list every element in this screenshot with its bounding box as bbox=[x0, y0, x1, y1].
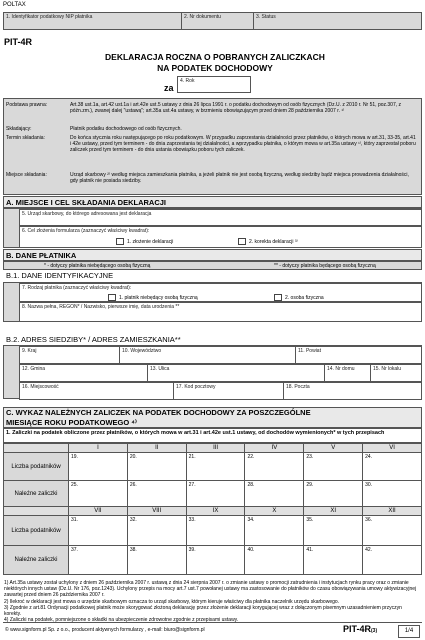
amount-field[interactable] bbox=[69, 546, 128, 574]
amount-field[interactable] bbox=[304, 481, 363, 506]
payer-name-field[interactable] bbox=[19, 302, 422, 322]
field-number: 33. bbox=[188, 517, 196, 523]
months-header-2-cells bbox=[69, 507, 421, 515]
month-header: I bbox=[69, 444, 128, 452]
termin-text: Do końca stycznia roku następującego po roku podatkowym. W przypadku zaprzestania działalności przez płatników, o których mowa w art.31, 33-35, art.41 i 42e ustawy, przed tym terminem - do dnia zaprzestania tej działalności, a wprzypadku płatnika, o którym mowa w art.35a ustawy ¹⁾, który zaprzestał poboru zaliczek przed tym terminem - do dnia ustania obowiązku poboru tych zaliczek. bbox=[70, 135, 416, 153]
section-c-title bbox=[3, 407, 422, 428]
payer-name-label: 8. Nazwa pełna, REGON* / Nazwisko, pierwsze imię, data urodzenia ** bbox=[22, 304, 180, 310]
footnote-2: 2) Ilekroć w deklaracji jest mowa o urzędzie skarbowym oznacza to urząd skarbowy, którym kieruje właściwy dla płatnika naczelnik urzędu skarbowego. bbox=[4, 598, 340, 605]
country-label: 9. Kraj bbox=[22, 348, 37, 354]
field-number: 37. bbox=[71, 547, 78, 553]
row-label-advances: Należne zaliczki bbox=[4, 481, 69, 506]
amount-field[interactable] bbox=[69, 516, 128, 545]
nip-label: 1. Identyfikator podatkowy NIP płatnika bbox=[6, 14, 93, 20]
field-number: 39. bbox=[188, 547, 196, 553]
field-number: 23. bbox=[306, 454, 314, 460]
commune-field[interactable] bbox=[20, 365, 148, 381]
apartment-number-label: 15. Nr lokalu bbox=[373, 366, 402, 372]
post-office-label: 18. Poczta bbox=[286, 384, 310, 390]
voivodeship-label: 10. Województwo bbox=[122, 348, 162, 354]
month-header: III bbox=[187, 444, 246, 452]
header-spacer bbox=[4, 507, 69, 515]
purpose-option-1-label: 1. złożenie deklaracji bbox=[127, 238, 174, 245]
house-number-label: 14. Nr domu bbox=[327, 366, 355, 372]
page-number: 1/4 bbox=[398, 625, 420, 638]
field-number: 22. bbox=[247, 454, 255, 460]
footer-code-variant: (3) bbox=[371, 628, 378, 634]
checkbox-icon[interactable] bbox=[274, 294, 282, 301]
street-field[interactable] bbox=[148, 365, 325, 381]
month-header: VII bbox=[69, 507, 128, 515]
field-number: 30. bbox=[365, 482, 373, 488]
footnote-1: 1) Art.35a ustawy został uchylony z dniem 26 października 2007 r. ustawą z dnia 24 sierpnia 2007 r. o zmianie ustawy o promocji zatrudnienia i instytucjach rynku pracy oraz o zmianie niektórych innych ustaw (Dz.U. Nr 176, poz.1243). Uchylony przepis na mocy art.7 ust.7 powołanej ustawy ma zastosowanie do płatników do czasu obowiązywania umowy aktywizacyjnej zawartej przed dniem 26 października 2007 r. bbox=[4, 580, 417, 599]
info-block bbox=[3, 98, 422, 195]
header-fields bbox=[3, 12, 422, 30]
title-line1: DEKLARACJA ROCZNA O POBRANYCH ZALICZKACH bbox=[105, 52, 325, 62]
year-label: 4. Rok bbox=[180, 78, 195, 84]
payer-type-option-2-label: 2. osoba fizyczna bbox=[285, 294, 324, 301]
year-field[interactable] bbox=[177, 76, 251, 93]
field-number: 40. bbox=[247, 547, 255, 553]
amount-field[interactable] bbox=[128, 453, 187, 480]
payer-type-option-1[interactable] bbox=[108, 294, 198, 301]
footnote-3: 3) Zgodnie z art.81 Ordynacji podatkowej płatnik może skorygować złożoną deklarację przez złożenie deklaracji korygującej wraz z dołączonym pisemnym uzasadnieniem przyczyn korekty. bbox=[4, 604, 402, 618]
months-header-2 bbox=[4, 507, 421, 516]
amount-field[interactable] bbox=[245, 481, 304, 506]
field-number: 21. bbox=[188, 454, 196, 460]
section-b2-body bbox=[3, 345, 422, 399]
taxpayers-row-2 bbox=[4, 516, 421, 546]
field-number: 35. bbox=[306, 517, 314, 523]
field-number: 34. bbox=[247, 517, 255, 523]
section-a-title: A. MIEJSCE I CEL SKŁADANIA DEKLARACJI bbox=[3, 196, 422, 208]
address-row-3 bbox=[19, 382, 422, 400]
city-field[interactable] bbox=[20, 383, 174, 399]
street-label: 13. Ulica bbox=[150, 366, 170, 372]
amount-field[interactable] bbox=[187, 481, 246, 506]
section-b1-body bbox=[3, 282, 422, 322]
footnotes bbox=[4, 580, 420, 623]
county-label: 11. Powiat bbox=[298, 348, 321, 354]
amount-field[interactable] bbox=[69, 453, 128, 480]
amount-field[interactable] bbox=[187, 453, 246, 480]
advances-row-2 bbox=[4, 546, 421, 574]
section-b2-title: B.2. ADRES SIEDZIBY* / ADRES ZAMIESZKANIA** bbox=[6, 335, 181, 344]
checkbox-icon[interactable] bbox=[108, 294, 116, 301]
month-header: VI bbox=[363, 444, 421, 452]
miejsce-label: Miejsce składania: bbox=[6, 172, 47, 178]
amount-field[interactable] bbox=[304, 453, 363, 480]
purpose-label: 6. Cel złożenia formularza (zaznaczyć właściwy kwadrat): bbox=[22, 228, 150, 234]
amount-field[interactable] bbox=[128, 546, 187, 574]
za-label: za bbox=[164, 83, 174, 93]
house-number-field[interactable] bbox=[325, 365, 371, 381]
status-field[interactable] bbox=[254, 13, 421, 29]
amount-field[interactable] bbox=[363, 546, 421, 574]
amount-field[interactable] bbox=[187, 516, 246, 545]
amount-field[interactable] bbox=[128, 481, 187, 506]
month-header: XI bbox=[304, 507, 363, 515]
amount-field[interactable] bbox=[304, 546, 363, 574]
country-field[interactable] bbox=[20, 347, 120, 363]
advances-row-1-cells bbox=[69, 481, 421, 506]
checkbox-icon[interactable] bbox=[116, 238, 124, 245]
commune-label: 12. Gmina bbox=[22, 366, 46, 372]
row-label-advances: Należne zaliczki bbox=[4, 546, 69, 574]
purpose-option-2[interactable] bbox=[238, 238, 298, 245]
checkbox-icon[interactable] bbox=[238, 238, 246, 245]
month-header: X bbox=[245, 507, 304, 515]
field-number: 28. bbox=[247, 482, 255, 488]
month-header: IX bbox=[187, 507, 246, 515]
section-c-subtitle: 1. Zaliczki na podatek obliczone przez płatników, o których mowa w art.31 i art.42e ust.1 ustawy, od dochodów wymienionych* w tych przepisach bbox=[3, 428, 422, 443]
amount-field[interactable] bbox=[304, 516, 363, 545]
header-spacer bbox=[4, 444, 69, 452]
section-c-title-line1: C. WYKAZ NALEŻNYCH ZALICZEK NA PODATEK DOCHODOWY ZA POSZCZEGÓLNE bbox=[6, 408, 311, 417]
title-line2: NA PODATEK DOCHODOWY bbox=[157, 63, 273, 73]
apartment-number-field[interactable] bbox=[371, 365, 421, 381]
amount-field[interactable] bbox=[245, 546, 304, 574]
podstawa-label: Podstawa prawna: bbox=[6, 102, 48, 108]
field-number: 25. bbox=[71, 482, 78, 488]
month-header: II bbox=[128, 444, 187, 452]
form-code: PIT-4R bbox=[4, 37, 33, 47]
month-header: IV bbox=[245, 444, 304, 452]
field-number: 29. bbox=[306, 482, 314, 488]
nip-field[interactable] bbox=[4, 13, 182, 29]
purpose-option-1[interactable] bbox=[116, 238, 173, 245]
months-header-1-cells bbox=[69, 444, 421, 452]
amount-field[interactable] bbox=[363, 481, 421, 506]
field-number: 20. bbox=[129, 454, 137, 460]
row-label-taxpayers: Liczba podatników bbox=[4, 516, 69, 545]
footer-form-code bbox=[343, 624, 377, 634]
postal-code-label: 17. Kod pocztowy bbox=[176, 384, 216, 390]
footnote-4: 4) Zaliczki na podatek, pomniejszone o składki na ubezpieczenie zdrowotne zgodnie z przepisami ustawy. bbox=[4, 617, 239, 624]
tax-office-label: 5. Urząd skarbowy, do którego adresowana jest deklaracja bbox=[22, 211, 152, 217]
amount-field[interactable] bbox=[187, 546, 246, 574]
advances-row-1 bbox=[4, 481, 421, 507]
county-field[interactable] bbox=[296, 347, 421, 363]
field-number: 41. bbox=[306, 547, 314, 553]
field-number: 38. bbox=[129, 547, 137, 553]
purpose-field bbox=[19, 226, 422, 248]
amount-field[interactable] bbox=[245, 453, 304, 480]
tax-office-field[interactable] bbox=[19, 209, 422, 226]
termin-label: Termin składania: bbox=[6, 135, 45, 141]
taxpayers-row-1 bbox=[4, 453, 421, 481]
field-number: 27. bbox=[188, 482, 196, 488]
field-number: 42. bbox=[365, 547, 373, 553]
field-number: 19. bbox=[71, 454, 78, 460]
section-b1-title: B.1. DANE IDENTYFIKACYJNE bbox=[6, 271, 114, 280]
address-row-2 bbox=[19, 364, 422, 382]
amount-field[interactable] bbox=[363, 453, 421, 480]
poltax-label: POLTAX bbox=[3, 2, 26, 8]
doc-number-field[interactable] bbox=[182, 13, 254, 29]
section-a-body bbox=[3, 208, 422, 248]
skladajacy-label: Składający: bbox=[6, 126, 32, 132]
payer-type-field bbox=[19, 283, 422, 302]
postal-code-field[interactable] bbox=[174, 383, 284, 399]
podstawa-text: Art.38 ust.1a, art.42 ust.1a i art.42e ust.5 ustawy z dnia 26 lipca 1991 r. o podatku dochodowym od osób fizycznych (Dz.U. z 2010 r. Nr 51, poz.307, z późn.zm.), zwanej dalej "ustawą"; art.35a ust.4a ustawy, w brzmieniu obowiązującym przed dniem 28 października 2007 r. ¹⁾ bbox=[70, 102, 402, 114]
taxpayers-row-2-cells bbox=[69, 516, 421, 545]
taxpayers-row-1-cells bbox=[69, 453, 421, 480]
footer-code: PIT-4R bbox=[343, 624, 372, 634]
months-header-1 bbox=[4, 444, 421, 453]
row-label-taxpayers: Liczba podatników bbox=[4, 453, 69, 480]
skladajacy-text: Płatnik podatku dochodowego od osób fizycznych. bbox=[70, 126, 182, 132]
note-legal-entity: * - dotyczy płatnika niebędącego osobą fizyczną bbox=[44, 263, 151, 269]
payer-type-option-2[interactable] bbox=[274, 294, 324, 301]
amount-field[interactable] bbox=[245, 516, 304, 545]
field-number: 24. bbox=[365, 454, 373, 460]
doc-number-label: 2. Nr dokumentu bbox=[184, 14, 221, 20]
month-header: V bbox=[304, 444, 363, 452]
section-c-title-line2: MIESIĄCE ROKU PODATKOWEGO ⁴⁾ bbox=[6, 418, 137, 427]
payer-type-option-1-label: 1. płatnik niebędący osobą fizyczną bbox=[119, 294, 198, 301]
month-header: VIII bbox=[128, 507, 187, 515]
footer-copyright: © www.signform.pl Sp. z o.o., producent aktywnych formularzy , e-mail: biuro@signform.pl bbox=[5, 627, 205, 633]
amount-field[interactable] bbox=[363, 516, 421, 545]
address-row-1 bbox=[19, 346, 422, 364]
post-office-field[interactable] bbox=[284, 383, 421, 399]
section-b-title: B. DANE PŁATNIKA bbox=[3, 249, 422, 261]
form-title bbox=[70, 52, 360, 74]
monthly-table bbox=[3, 443, 422, 575]
field-number: 36. bbox=[365, 517, 373, 523]
field-number: 32. bbox=[129, 517, 137, 523]
purpose-option-2-label: 2. korekta deklaracji ³⁾ bbox=[249, 238, 298, 245]
month-header: XII bbox=[363, 507, 421, 515]
note-natural-person: ** - dotyczy płatnika będącego osobą fizyczną bbox=[274, 263, 376, 269]
miejsce-text: Urząd skarbowy ²⁾ według miejsca zamieszkania płatnika, a jeżeli płatnik nie jest osobą fizyczną, według siedziby bądź miejsca prowadzenia działalności, gdy płatnik nie posiada siedziby. bbox=[70, 172, 409, 184]
amount-field[interactable] bbox=[69, 481, 128, 506]
field-number: 26. bbox=[129, 482, 137, 488]
section-b-notes bbox=[3, 261, 422, 270]
advances-row-2-cells bbox=[69, 546, 421, 574]
field-number: 31. bbox=[71, 517, 78, 523]
payer-type-label: 7. Rodzaj płatnika (zaznaczyć właściwy kwadrat): bbox=[22, 285, 132, 291]
amount-field[interactable] bbox=[128, 516, 187, 545]
footer bbox=[3, 622, 422, 639]
voivodeship-field[interactable] bbox=[120, 347, 296, 363]
status-label: 3. Status bbox=[256, 14, 276, 20]
city-label: 16. Miejscowość bbox=[22, 384, 59, 390]
